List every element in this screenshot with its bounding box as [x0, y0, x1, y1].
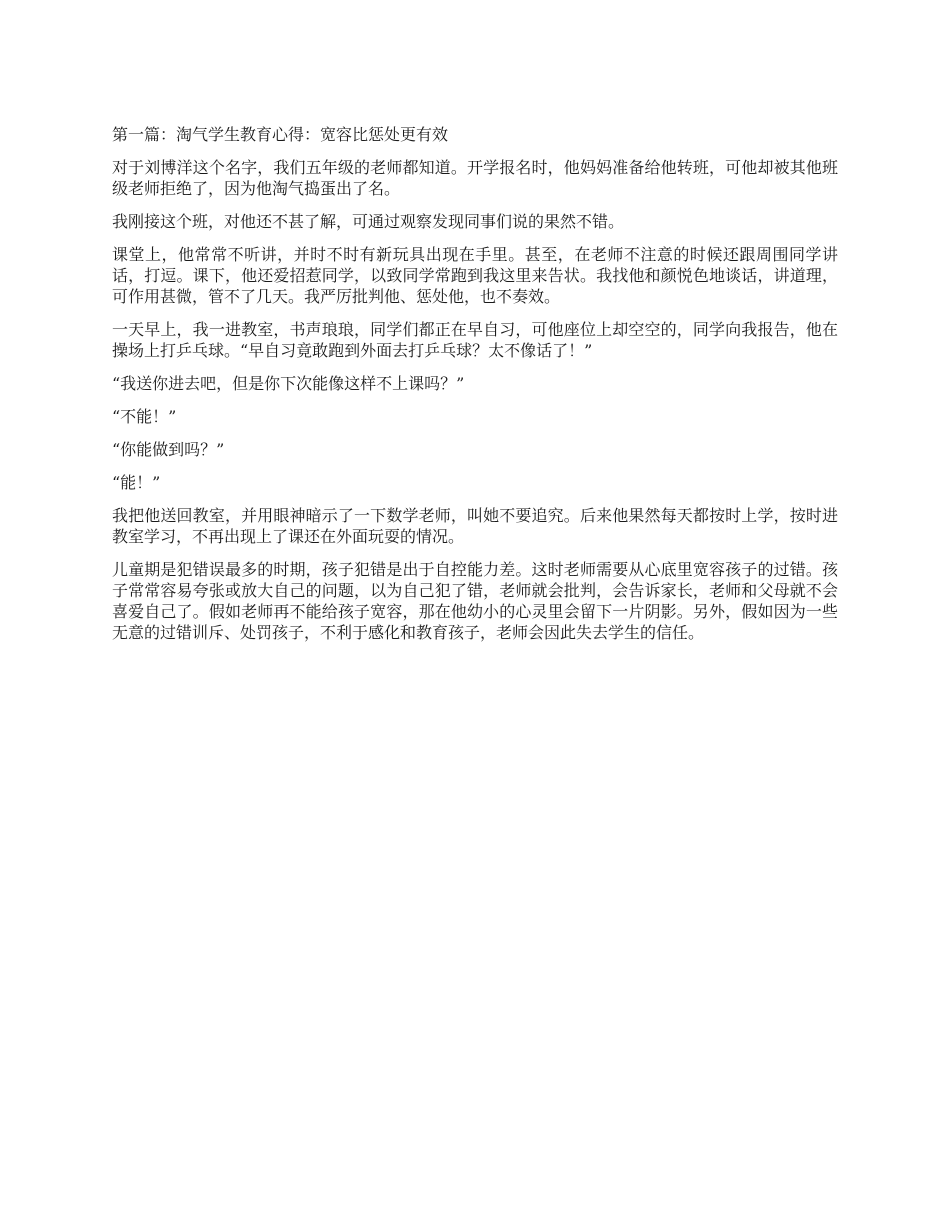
- paragraph: 课堂上，他常常不听讲，并时不时有新玩具出现在手里。甚至，在老师不注意的时候还跟周围同学讲话，打逗。课下，他还爱招惹同学，以致同学常跑到我这里来告状。我找他和颜悦色地谈话，讲道理，可作用甚微，管不了几天。我严厉批判他、惩处他，也不奏效。: [112, 245, 838, 306]
- paragraph: “不能！”: [112, 407, 177, 426]
- paragraph: 一天早上，我一进教室，书声琅琅，同学们都正在早自习，可他座位上却空空的，同学向我报告，他在操场上打乒乓球。“早自习竟敢跑到外面去打乒乓球？太不像话了！”: [112, 320, 838, 360]
- paragraph: 我刚接这个班，对他还不甚了解，可通过观察发现同事们说的果然不错。: [112, 212, 625, 231]
- document-page: [112, 124, 838, 655]
- paragraph: “我送你进去吧，但是你下次能像这样不上课吗？”: [112, 374, 465, 393]
- paragraph: 儿童期是犯错误最多的时期，孩子犯错是出于自控能力差。这时老师需要从心底里宽容孩子的过错。孩子常常容易夸张或放大自己的问题，以为自己犯了错，老师就会批判，会告诉家长，老师和父母就不会喜爱自己了。假如老师再不能给孩子宽容，那在他幼小的心灵里会留下一片阴影。另外，假如因为一些无意的过错训斥、处罚孩子，不利于感化和教育孩子，老师会因此失去学生的信任。: [112, 560, 838, 642]
- document-title: 第一篇：淘气学生教育心得：宽容比惩处更有效: [112, 125, 449, 144]
- paragraph: 我把他送回教室，并用眼神暗示了一下数学老师，叫她不要追究。后来他果然每天都按时上学，按时进教室学习，不再出现上了课还在外面玩耍的情况。: [112, 506, 838, 546]
- paragraph: 对于刘博洋这个名字，我们五年级的老师都知道。开学报名时，他妈妈准备给他转班，可他却被其他班级老师拒绝了，因为他淘气捣蛋出了名。: [112, 158, 838, 198]
- paragraph: “你能做到吗？”: [112, 440, 225, 459]
- paragraph: “能！”: [112, 473, 161, 492]
